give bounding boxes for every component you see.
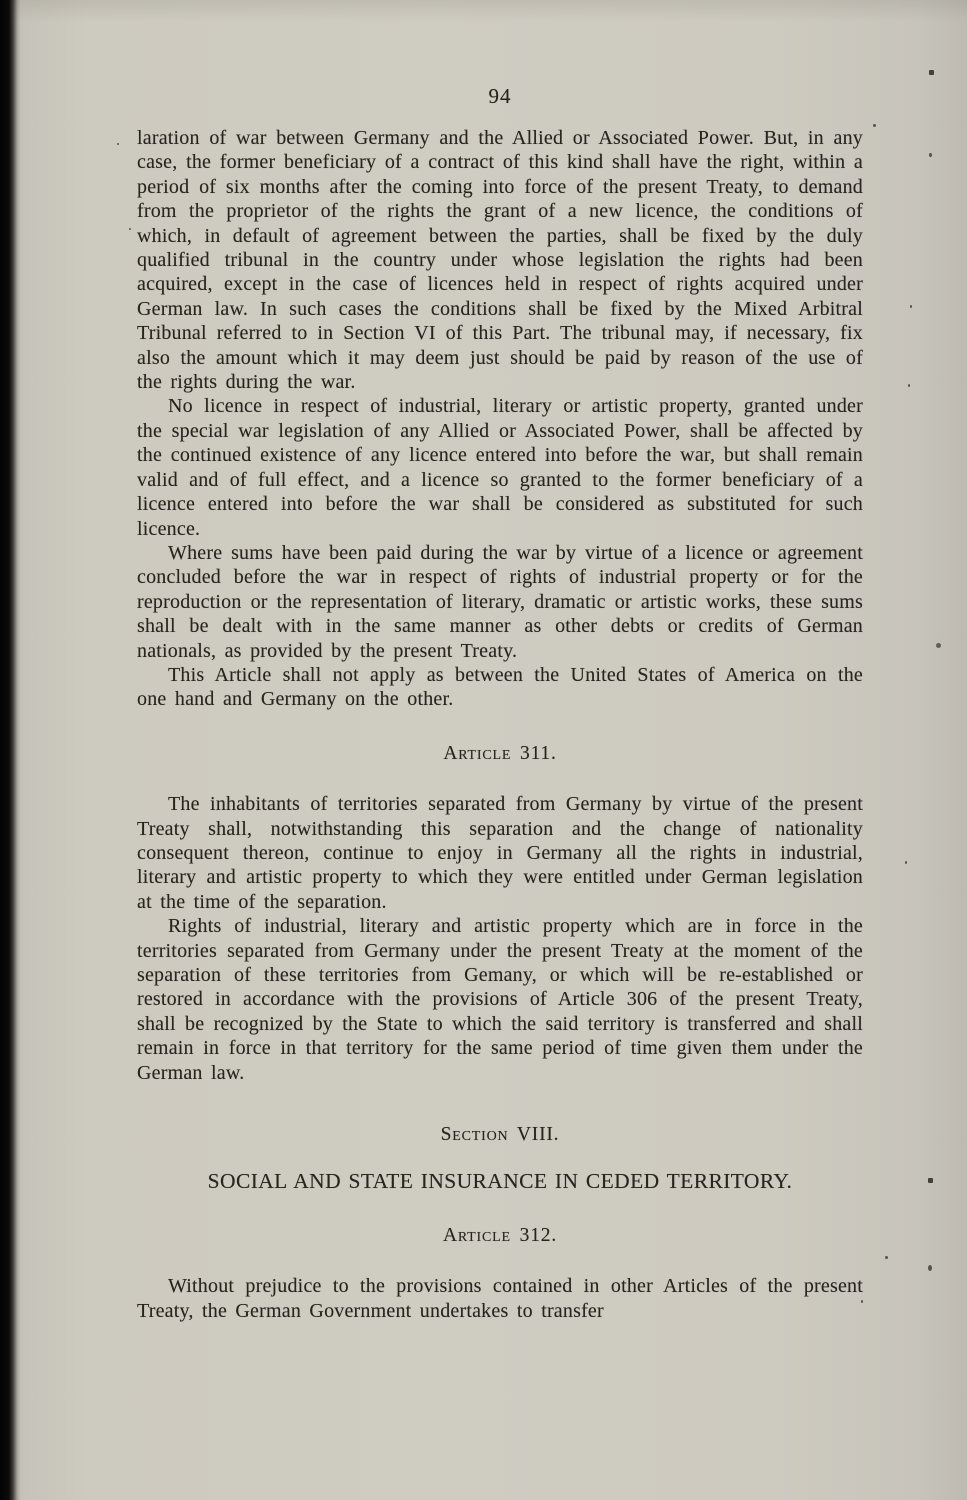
paragraph-sums-paid: Where sums have been paid during the war by virtue of a licence or agreement concluded before the war in respect of rights of industrial property or for the reproduction or the representation of literary, dramatic or artistic works, these sums shall be dealt with in the same manner as other debts or credits of German nationals, as provided by the present Treaty. [137,541,863,662]
section-viii-heading: Section VIII. [440,1124,560,1146]
page-number: 94 [488,84,512,108]
scan-speck [929,70,934,75]
scan-speck [885,1256,888,1259]
scan-speck [129,228,131,230]
scan-gutter-edge [0,0,20,1500]
scan-speck [117,143,119,145]
scan-speck [929,153,932,157]
scan-speck [936,643,941,648]
page-text-block [137,126,863,1323]
paragraph-continuation: laration of war between Germany and the Allied or Associated Power. But, in any case, the former beneficiary of a contract of this kind shall have the right, within a period of six months after the coming into force of the present Treaty, to demand from the proprietor of the rights the grant of a new licence, the conditions of which, in default of agreement between the parties, shall be fixed by the duly qualified tribunal in the country under whose legislation the rights had been acquired, except in the case of licences held in respect of rights acquired under German law. In such cases the conditions shall be fixed by the Mixed Arbitral Tribunal referred to in Section VI of this Part. The tribunal may, if necessary, fix also the amount which it may deem just should be paid by reason of the use of the rights during the war. [137,127,863,394]
paragraph-rights-in-force: Rights of industrial, literary and artistic property which are in force in the territories separated from Germany under the present Treaty at the moment of the separation of these territories from Gemany, or which will be re-established or restored in accordance with the provisions of Article 306 of the present Treaty, shall be recognized by the State to which the said territory is transferred and shall remain in force in that territory for the same period of time given them under the German law. [137,915,863,1084]
scan-speck [928,1265,932,1271]
scan-speck [928,1178,933,1183]
paragraph-inhabitants-rights: The inhabitants of territories separated from Germany by virtue of the present Treaty shall, notwithstanding this separation and the change of nationality consequent thereon, continue to enjoy in Germany all the rights in industrial, literary and artistic property to which they were entitled under German legislation at the time of the separation. [137,793,863,913]
scan-speck [861,1300,863,1303]
section-viii-title: SOCIAL AND STATE INSURANCE IN CEDED TERRITORY. [207,1169,793,1194]
paragraph-licence-validity: No licence in respect of industrial, literary or artistic property, granted under the special war legislation of any Allied or Associated Power, shall be affected by the continued existence of any licence entered into before the war, but shall remain valid and of full effect, and a licence so granted to the former beneficiary of a licence entered into before the war shall be considered as substituted for such licence. [137,395,863,540]
article-312-heading: Article 312. [442,1224,558,1246]
scan-speck [905,861,907,864]
article-311-heading: Article 311. [443,742,557,764]
scan-speck [873,124,876,127]
scan-speck [908,384,910,387]
scan-speck [910,305,912,308]
paragraph-article-312-opening: Without prejudice to the provisions contained in other Articles of the present Treaty, the German Government undertakes to transfer [137,1275,863,1322]
paragraph-us-exception: This Article shall not apply as between the United States of America on the one hand and Germany on the other. [137,663,863,711]
